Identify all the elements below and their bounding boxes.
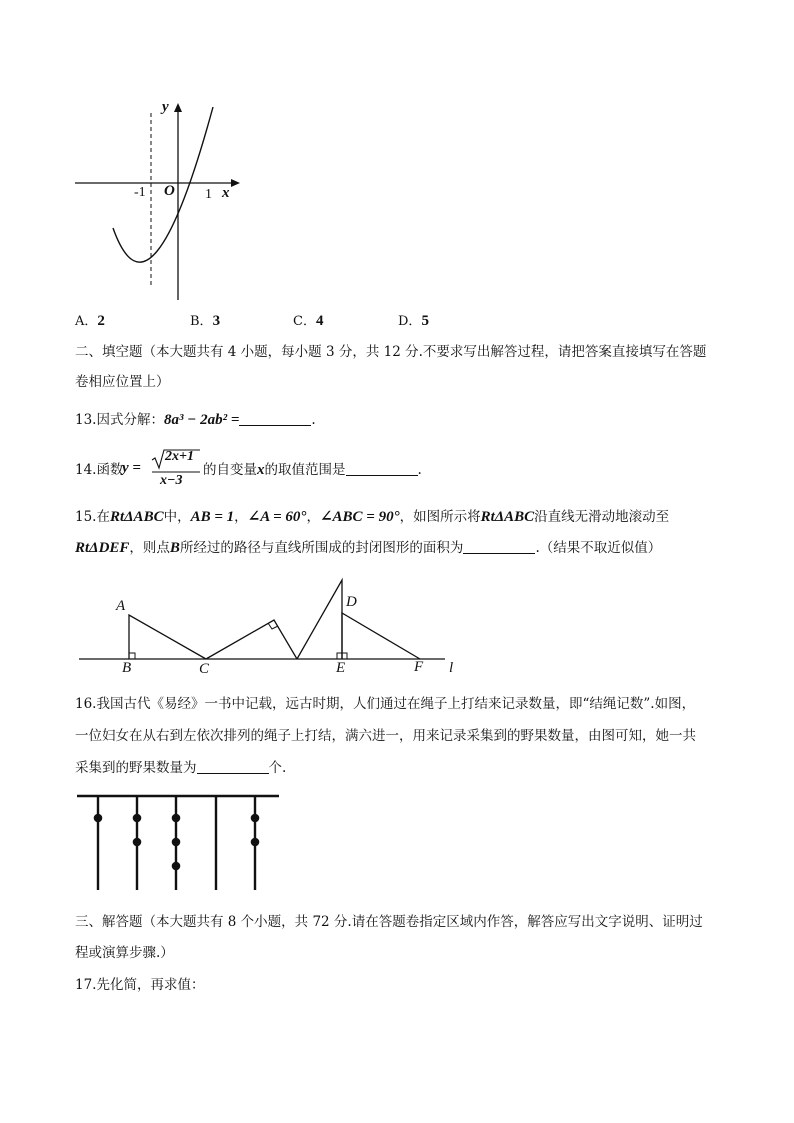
q14-numerator: 2x+1 xyxy=(165,449,194,464)
section3-line2: 程或演算步骤.） xyxy=(75,945,174,961)
q15-p3: ， xyxy=(234,509,248,525)
q13-prefix: 13.因式分解： xyxy=(75,412,164,428)
rolling-triangle-figure xyxy=(75,575,455,680)
choice-b-value: 3 xyxy=(212,313,221,329)
q14-prefix: 14.函数 xyxy=(75,462,124,478)
q15-p7: ，则点 xyxy=(129,540,170,556)
knot xyxy=(251,838,260,847)
knot xyxy=(172,838,181,847)
knotted-rope-figure xyxy=(75,790,285,895)
q16-line3-prefix: 采集到的野果数量为 xyxy=(75,760,197,776)
choice-a xyxy=(75,310,105,330)
q15-p1: 15.在 xyxy=(75,509,110,525)
q15-p2: 中， xyxy=(163,509,191,525)
y-axis-arrow xyxy=(174,103,182,112)
q15-t1: RtΔABC xyxy=(109,509,164,525)
q16-answer-blank[interactable] xyxy=(197,759,269,774)
knot xyxy=(251,814,260,823)
q15-answer-blank[interactable] xyxy=(463,539,535,554)
fig15-label-l: l xyxy=(449,660,454,676)
parabola-graph xyxy=(70,95,250,310)
triangle-rolled-2 xyxy=(297,580,342,659)
choice-c-value: 4 xyxy=(315,313,324,329)
q15-line1 xyxy=(75,507,669,527)
q13-expression: 8a³ − 2ab² = xyxy=(163,412,240,428)
question-17: 17.先化简，再求值： xyxy=(75,977,205,993)
graph-y-label: y xyxy=(162,99,169,115)
choice-d xyxy=(398,310,429,330)
triangle-def xyxy=(342,613,420,659)
graph-tick-1: 1 xyxy=(205,187,212,202)
knot xyxy=(133,838,142,847)
q16-line3-suffix: 个. xyxy=(268,760,287,776)
q14-var: x xyxy=(257,462,265,478)
graph-x-label: x xyxy=(222,185,230,201)
q16-line3 xyxy=(75,758,286,778)
q14-mid: 的自变量 xyxy=(203,462,257,478)
fig15-label-d: D xyxy=(346,594,357,610)
q15-t5: RtΔABC xyxy=(480,509,535,525)
choice-d-value: 5 xyxy=(421,313,429,329)
q15-p4: ， xyxy=(306,509,320,525)
q14-denominator: x−3 xyxy=(160,473,183,488)
q15-p6: 沿直线无滑动地滚动至 xyxy=(534,509,670,525)
choice-a-letter: A． xyxy=(75,314,98,329)
q15-t4: ∠ABC = 90° xyxy=(319,509,400,525)
triangle-abc xyxy=(129,615,206,659)
q15-p9: .（结果不取近似值） xyxy=(535,540,662,556)
choice-d-letter: D． xyxy=(398,314,422,329)
q15-t6: RtΔDEF xyxy=(75,540,130,556)
q15-t7: B xyxy=(169,540,180,556)
q14-y-eq: y = xyxy=(122,460,141,476)
knot xyxy=(172,814,181,823)
q15-p8: 所经过的路径与直线所围成的封闭图形的面积为 xyxy=(179,540,464,556)
q13-suffix: . xyxy=(311,412,316,428)
q16-line1: 16.我国古代《易经》一书中记载，远古时期，人们通过在绳子上打结来记录数量，即“结绳记数”.如图， xyxy=(75,696,696,712)
choice-b xyxy=(190,310,220,330)
knot xyxy=(94,814,103,823)
section3-line1: 三、解答题（本大题共有 8 个小题，共 72 分.请在答题卷指定区域内作答，解答应写出文字说明、证明过 xyxy=(75,914,703,930)
fig15-label-f: F xyxy=(414,659,424,675)
q14-suffix: . xyxy=(417,462,422,478)
q15-p5: ，如图所示将 xyxy=(399,509,481,525)
choice-b-letter: B． xyxy=(190,314,213,329)
choice-c xyxy=(293,310,323,330)
parabola-curve xyxy=(113,107,213,262)
fig15-label-e: E xyxy=(336,660,346,676)
right-angle-b xyxy=(129,653,135,659)
knot xyxy=(133,814,142,823)
q15-line2 xyxy=(75,538,661,558)
graph-origin-label: O xyxy=(164,183,175,199)
choice-a-value: 2 xyxy=(97,313,105,329)
q16-line2: 一位妇女在从右到左依次排列的绳子上打结，满六进一，用来记录采集到的野果数量，由图可知，她一共 xyxy=(75,728,696,744)
choice-c-letter: C． xyxy=(293,314,316,329)
graph-tick-neg1: -1 xyxy=(134,185,146,200)
section2-line2: 卷相应位置上） xyxy=(75,374,170,390)
section2-line1: 二、填空题（本大题共有 4 小题，每小题 3 分，共 12 分.不要求写出解答过程，请把答案直接填写在答题 xyxy=(75,344,707,360)
q13-answer-blank[interactable] xyxy=(239,411,311,426)
knot xyxy=(172,862,181,871)
triangle-rolled-1 xyxy=(206,620,297,659)
fig15-label-b: B xyxy=(122,660,132,676)
q14-answer-blank[interactable] xyxy=(346,461,418,476)
q14-rest xyxy=(203,460,422,480)
q14-tail: 的取值范围是 xyxy=(264,462,346,478)
fig15-label-c: C xyxy=(199,661,210,677)
question-13 xyxy=(75,410,316,430)
x-axis-arrow xyxy=(231,179,240,187)
q15-t3: ∠A = 60° xyxy=(247,509,307,525)
fig15-label-a: A xyxy=(116,598,126,614)
q15-t2: AB = 1 xyxy=(190,509,235,525)
